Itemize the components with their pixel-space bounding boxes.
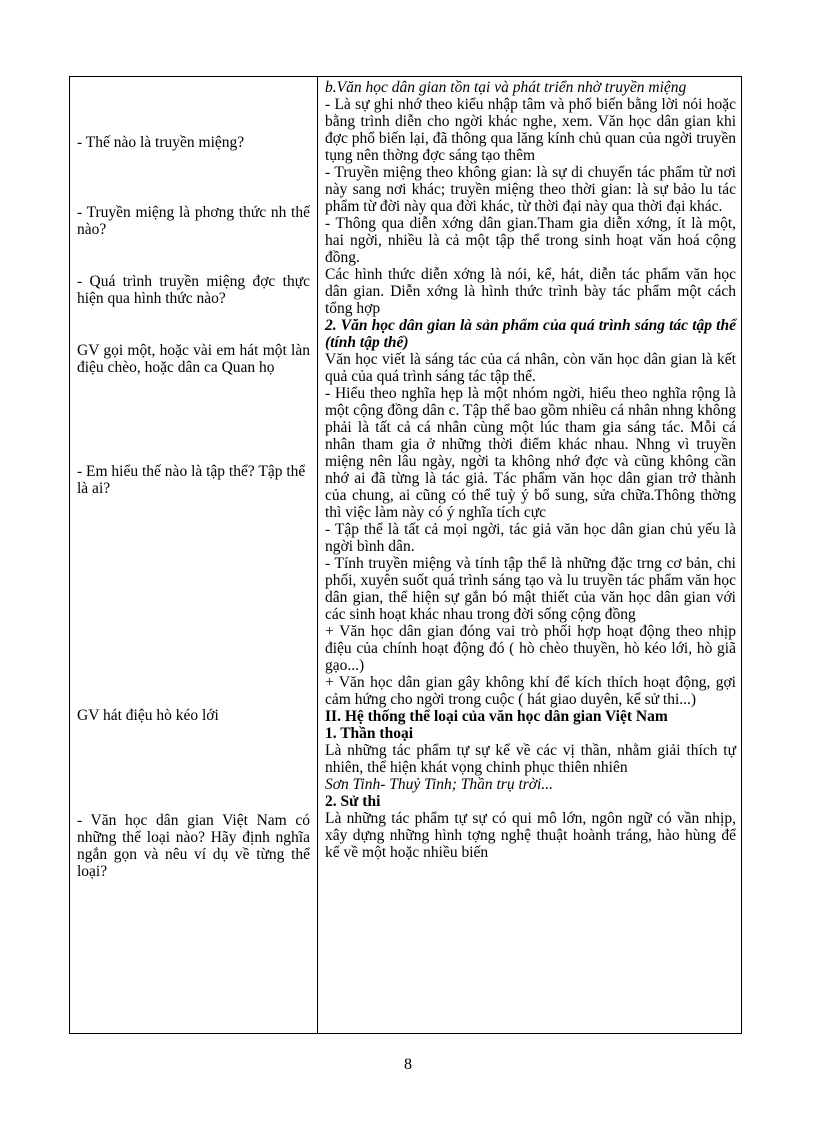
question-5: - Em hiểu thế nào là tập thể? Tập thể là ai? [77, 463, 306, 497]
heading-1-than-thoai: 1. Thần thoại [325, 725, 414, 742]
question-3: - Quá trình truyền miệng đợc thực hiện qua hình thức nào? [77, 273, 310, 307]
questions-column [70, 77, 317, 1033]
heading-II: II. Hệ thống thể loại của văn học dân gian Việt Nam [325, 708, 668, 725]
paragraph-5: Văn học viết là sáng tác của cá nhân, còn văn học dân gian là kết quả của quá trình sáng tác tập thể. [325, 351, 736, 385]
paragraph-10: + Văn học dân gian gây không khí để kích thích hoạt động, gợi cảm hứng cho ngời trong cuộc ( hát giao duyên, kể sử thi...) [325, 674, 736, 708]
page-number: 8 [404, 1056, 412, 1073]
question-7: - Văn học dân gian Việt Nam có những thể loại nào? Hãy định nghĩa ngắn gọn và nêu ví dụ về từng thể loại? [77, 812, 310, 880]
question-2: - Truyền miệng là phơng thức nh thế nào? [77, 204, 310, 238]
paragraph-7: - Tập thể là tất cả mọi ngời, tác giả văn học dân gian chủ yếu là ngời bình dân. [325, 521, 736, 555]
heading-b: b.Văn học dân gian tồn tại và phát triển nhờ truyền miệng [325, 79, 687, 96]
paragraph-9: + Văn học dân gian đóng vai trò phối hợp hoạt động theo nhịp điệu của chính hoạt động đó ( hò chèo thuyền, hò kéo lới, hò giã gạo...) [325, 623, 736, 674]
heading-2-su-thi: 2. Sử thi [325, 793, 381, 810]
question-1: - Thế nào là truyền miệng? [77, 134, 245, 151]
paragraph-3: - Thông qua diễn xớng dân gian.Tham gia diễn xớng, ít là một, hai ngời, nhiều là cả một tập thể trong sinh hoạt văn hoá cộng đồng. [325, 215, 736, 266]
paragraph-4: Các hình thức diễn xớng là nói, kể, hát, diễn tác phẩm văn học dân gian. Diễn xớng là hình thức trình bày tác phẩm một cách tổng hợp [325, 266, 736, 317]
paragraph-1: - Là sự ghi nhớ theo kiểu nhập tâm và phổ biến bằng lời nói hoặc bằng trình diễn cho ngời khác nghe, xem. Văn học dân gian khi đợc phổ biến lại, đã thông qua lăng kính chủ quan của ngời truyền tụng nên thờng đợc sáng tạo thêm [325, 96, 736, 164]
question-6: GV hát điệu hò kéo lới [77, 707, 219, 724]
heading-2: 2. Văn học dân gian là sản phẩm của quá trình sáng tác tập thể (tính tập thể) [325, 317, 736, 351]
content-table [69, 76, 742, 1034]
paragraph-2: - Truyền miệng theo không gian: là sự di chuyển tác phẩm từ nơi này sang nơi khác; truyền miệng theo thời gian: là sự bảo lu tác phẩm từ đời này qua đời khác, từ thời đại này qua thời đại khác. [325, 164, 736, 215]
question-4: GV gọi một, hoặc vài em hát một làn điệu chèo, hoặc dân ca Quan họ [77, 342, 310, 376]
answers-column [318, 77, 741, 1033]
example-than-thoai: Sơn Tinh- Thuỷ Tinh; Thần trụ trời... [325, 776, 553, 793]
paragraph-11: Là những tác phẩm tự sự kể về các vị thần, nhằm giải thích tự nhiên, thể hiện khát vọng chinh phục thiên nhiên [325, 742, 736, 776]
paragraph-13: Là những tác phẩm tự sự có qui mô lớn, ngôn ngữ có vần nhịp, xây dựng những hình tợng nghệ thuật hoành tráng, hào hùng để kể về một hoặc nhiều biến [325, 810, 736, 861]
paragraph-8: - Tính truyền miệng và tính tập thể là những đặc trng cơ bản, chi phối, xuyên suốt quá trình sáng tạo và lu truyền tác phẩm văn học dân gian, thể hiện sự gắn bó mật thiết của văn học dân gian với các sinh hoạt khác nhau trong đời sống cộng đồng [325, 555, 736, 623]
paragraph-6: - Hiểu theo nghĩa hẹp là một nhóm ngời, hiểu theo nghĩa rộng là một cộng đồng dân c. Tập thể bao gồm nhiều cá nhân nhng không phải là tất cả cá nhân cùng một lúc tham gia sáng tác. Mỗi cá nhân tham gia ở những thời điểm khác nhau. Nhng vì truyền miệng nên lâu ngày, ngời ta không nhớ đợc và cũng không cần nhớ ai đã từng là tác giả. Tác phẩm văn học dân gian trở thành của chung, ai cũng có thể tuỳ ý bổ sung, sửa chữa.Thông thờng thì việc làm này có ý nghĩa tích cực [325, 385, 736, 521]
